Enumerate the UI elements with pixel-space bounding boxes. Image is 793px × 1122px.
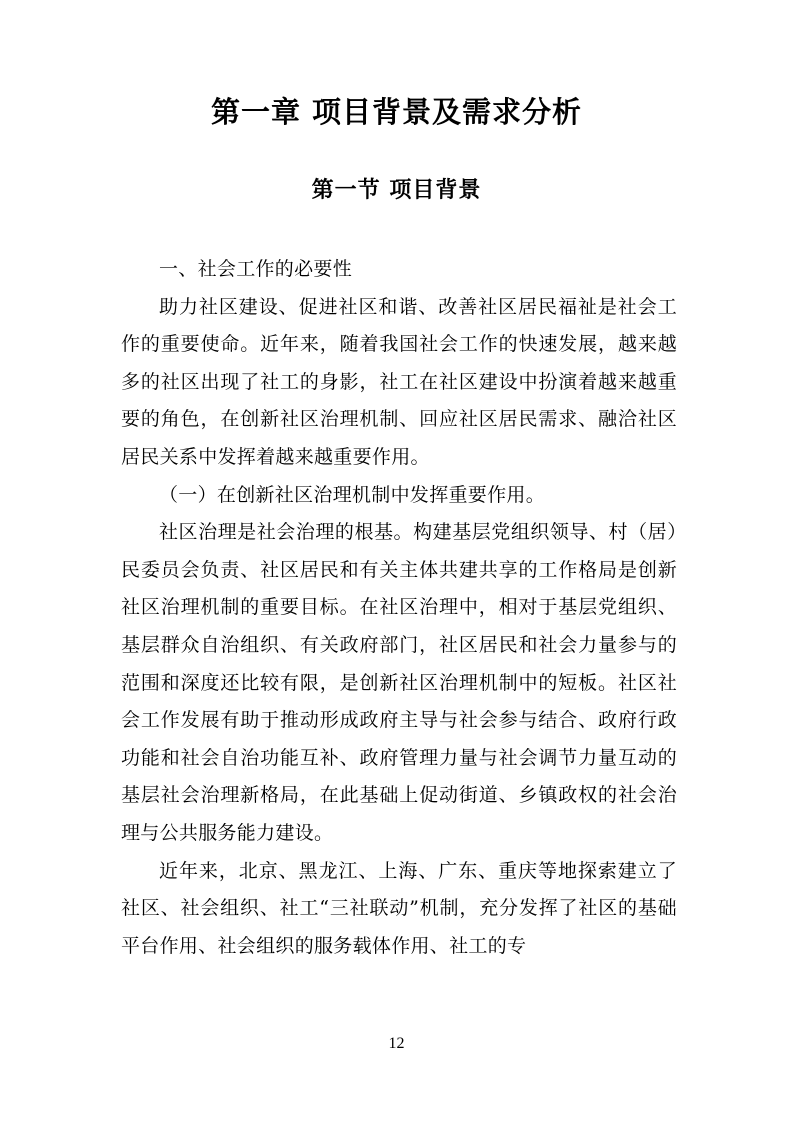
page-number: 12 <box>388 1035 405 1052</box>
body-text <box>121 251 677 965</box>
subheading-governance: （一）在创新社区治理机制中发挥重要作用。 <box>159 483 546 506</box>
paragraph-intro: 助力社区建设、促进社区和谐、改善社区居民福祉是社会工作的重要使命。近年来，随着我国社会工作的快速发展，越来越多的社区出现了社工的身影，社工在社区建设中扮演着越来越重要的角色，在创新社区治理机制、回应社区居民需求、融洽社区居民关系中发挥着越来越重要作用。 <box>121 295 677 468</box>
chapter-title: 第一章 项目背景及需求分析 <box>210 95 583 129</box>
paragraph-linkage: 近年来，北京、黑龙江、上海、广东、重庆等地探索建立了社区、社会组织、社工“三社联动”机制，充分发挥了社区的基础平台作用、社会组织的服务载体作用、社工的专 <box>121 859 677 957</box>
section-title: 第一节 项目背景 <box>311 178 482 203</box>
subheading-necessity: 一、社会工作的必要性 <box>159 258 353 280</box>
paragraph-governance: 社区治理是社会治理的根基。构建基层党组织领导、村（居）民委员会负责、社区居民和有关主体共建共享的工作格局是创新社区治理机制的重要目标。在社区治理中，相对于基层党组织、基层群众自治组织、有关政府部门，社区居民和社会力量参与的范围和深度还比较有限，是创新社区治理机制中的短板。社区社会工作发展有助于推动形成政府主导与社会参与结合、政府行政功能和社会自治功能互补、政府管理力量与社会调节力量互动的基层社会治理新格局，在此基础上促动街道、乡镇政权的社会治理与公共服务能力建设。 <box>121 521 677 844</box>
